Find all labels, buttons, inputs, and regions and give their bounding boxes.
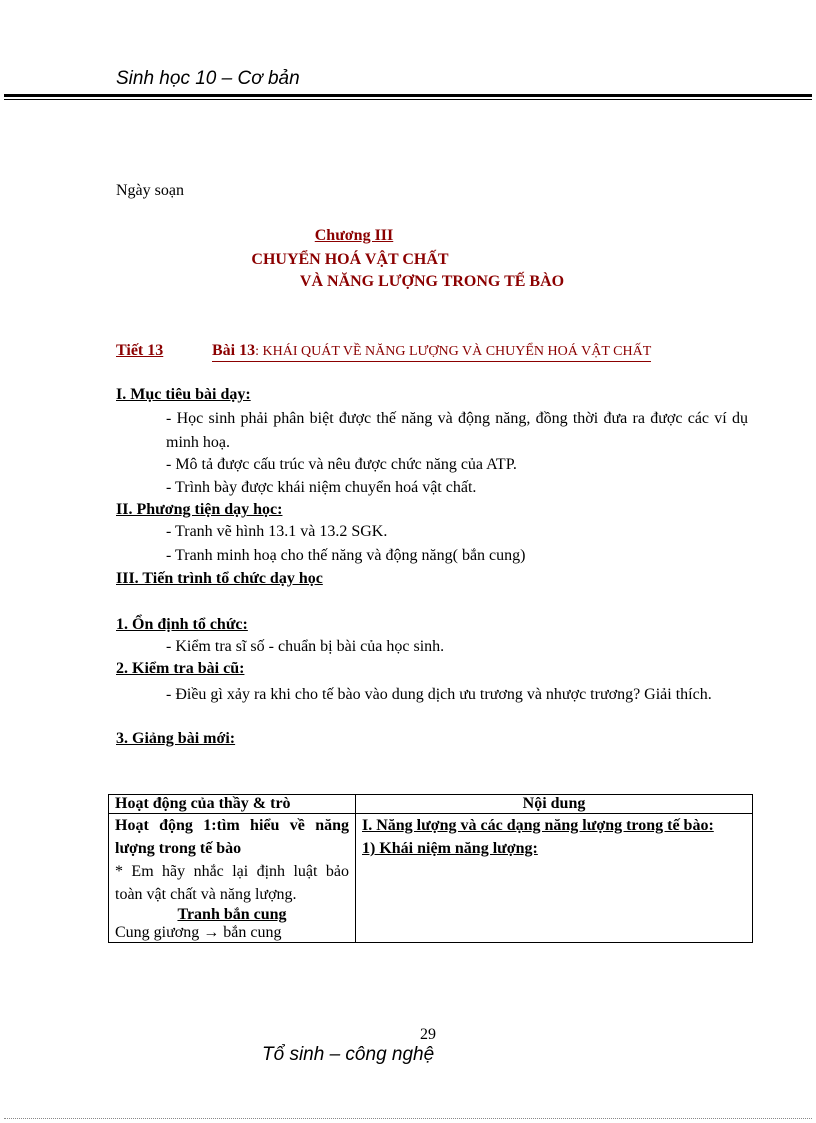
step1-item: - Kiểm tra sĩ số - chuẩn bị bài của học sinh.: [166, 638, 445, 655]
content-subheading: 1) Khái niệm năng lượng:: [362, 840, 538, 857]
section1-heading: I. Mục tiêu bài dạy:: [116, 386, 251, 403]
step2-item: - Điều gì xảy ra khi cho tế bào vào dung dịch ưu trương và nhược trương? Giải thích.: [166, 686, 712, 703]
date-label: Ngày soạn: [116, 182, 184, 199]
lesson-number: Bài 13: [212, 342, 256, 359]
lesson-title-text: : KHÁI QUÁT VỀ NĂNG LƯỢNG VÀ CHUYỂN HOÁ VẬT CHẤT: [255, 344, 652, 359]
footer-divider: [4, 1118, 812, 1119]
header-rule-thin: [4, 99, 812, 100]
section2-heading: II. Phương tiện dạy học:: [116, 501, 283, 518]
chapter-label: Chương III: [314, 227, 394, 244]
activity-title: Hoạt động 1:tìm hiểu về năng lượng trong tế bào: [115, 817, 349, 857]
picture-text: Cung giương → bắn cung: [115, 924, 282, 941]
header-title: Sinh học 10 – Cơ bản: [116, 68, 300, 89]
table-row: [109, 814, 753, 943]
lesson-period: Tiết 13: [116, 342, 164, 359]
chapter-title-line1: CHUYỂN HOÁ VẬT CHẤT: [251, 251, 449, 268]
content-cell: [356, 814, 753, 943]
section1-item: - Trình bày được khái niệm chuyển hoá vật chất.: [166, 479, 477, 496]
page-number: 29: [420, 1026, 436, 1043]
lesson-title: [212, 342, 651, 362]
header-rule-thick: [4, 94, 812, 97]
step2-heading: 2. Kiểm tra bài cũ:: [116, 660, 245, 677]
section1-item: - Mô tả được cấu trúc và nêu được chức năng của ATP.: [166, 456, 517, 473]
table-header-activity: Hoạt động của thầy & trò: [109, 795, 356, 814]
section2-item: - Tranh vẽ hình 13.1 và 13.2 SGK.: [166, 523, 388, 540]
section1-item: - Học sinh phải phân biệt được thế năng và động năng, đồng thời đưa ra được các ví dụ minh hoạ.: [166, 410, 748, 451]
table-header-content: Nội dung: [356, 795, 753, 814]
activity-question: * Em hãy nhắc lại định luật bảo toàn vật chất và năng lượng.: [115, 863, 349, 903]
activity-cell: [109, 814, 356, 943]
step3-heading: 3. Giảng bài mới:: [116, 730, 236, 747]
chapter-title-line2: VÀ NĂNG LƯỢNG TRONG TẾ BÀO: [299, 273, 565, 290]
section2-item: - Tranh minh hoạ cho thế năng và động năng( bắn cung): [166, 547, 526, 564]
step1-heading: 1. Ổn định tổ chức:: [116, 616, 248, 633]
picture-label: Tranh bắn cung: [177, 906, 287, 923]
content-heading: I. Năng lượng và các dạng năng lượng trong tế bào:: [362, 817, 714, 834]
lesson-table: [108, 794, 753, 943]
footer-text: Tổ sinh – công nghệ: [262, 1044, 435, 1065]
section3-heading: III. Tiến trình tổ chức dạy học: [116, 570, 323, 587]
table-header-row: [109, 795, 753, 814]
